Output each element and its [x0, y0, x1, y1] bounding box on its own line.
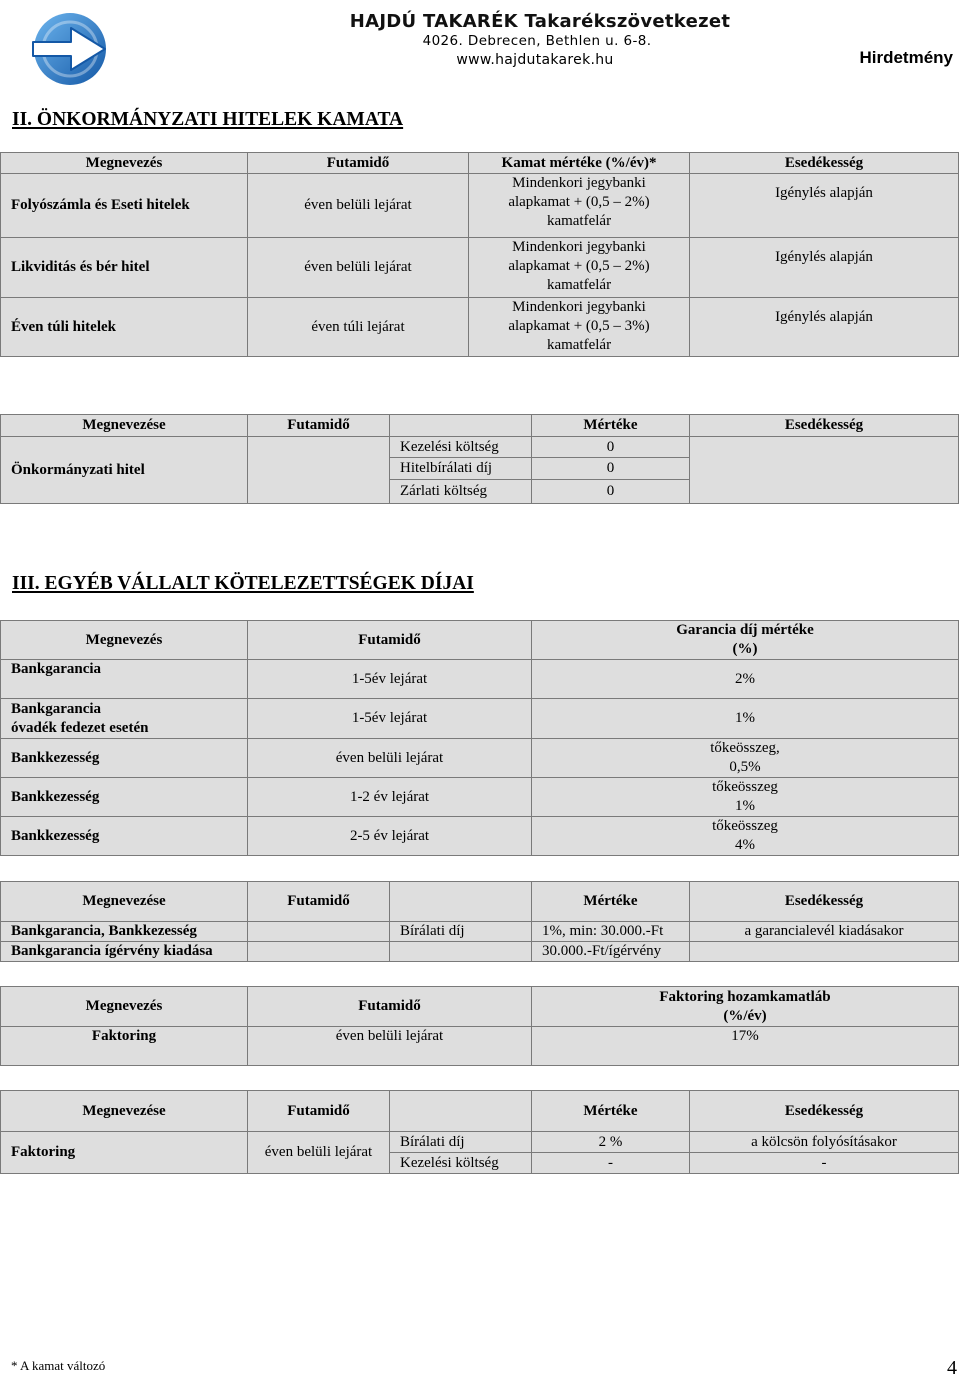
header-rate-line: (%/év) — [723, 1007, 767, 1024]
term-cell-empty — [248, 942, 390, 962]
due-cell-empty — [690, 437, 959, 504]
loan-rate — [469, 174, 690, 238]
municipal-fee-table — [0, 414, 959, 504]
product-term: 1-5év lejárat — [248, 699, 532, 739]
product-name: Faktoring — [1, 1027, 248, 1066]
loan-name: Folyószámla és Eseti hitelek — [1, 174, 248, 238]
table-header-row — [1, 1091, 959, 1132]
header-fee-type-empty — [390, 882, 532, 922]
product-name: Önkormányzati hitel — [1, 437, 248, 504]
product-term: éven belüli lejárat — [248, 1027, 532, 1066]
table-row — [1, 699, 959, 739]
product-fee-line: tőkeösszeg — [712, 779, 778, 795]
fee-type: Kezelési költség — [390, 437, 532, 458]
fee-type-empty — [390, 942, 532, 962]
header-name: Megnevezése — [1, 415, 248, 437]
fee-type: Hitelbírálati díj — [390, 458, 532, 480]
fee-amount: 0 — [532, 458, 690, 480]
header-name: Megnevezése — [1, 1091, 248, 1132]
header-due: Esedékesség — [690, 153, 959, 174]
rate-line: kamatfelár — [546, 277, 612, 293]
table-row — [1, 660, 959, 699]
table-row — [1, 174, 959, 238]
table-row — [1, 238, 959, 298]
table-row — [1, 437, 959, 458]
header-term: Futamidő — [248, 987, 532, 1027]
table-row — [1, 739, 959, 778]
rate-line: Mindenkori jegybanki — [512, 175, 646, 191]
footnote: * A kamat változó — [11, 1358, 106, 1373]
product-name-line: óvadék fedezet esetén — [11, 719, 149, 736]
table-header-row — [1, 882, 959, 922]
product-fee — [532, 739, 959, 778]
section-title-other-commitments: III. EGYÉB VÁLLALT KÖTELEZETTSÉGEK DÍJAI — [12, 573, 474, 594]
rate-line: alapkamat + (0,5 – 2%) — [508, 258, 650, 274]
header-rate-line: Faktoring hozamkamatláb — [659, 988, 831, 1005]
product-name: Bankgarancia, Bankkezesség — [1, 922, 248, 942]
rate-line: Mindenkori jegybanki — [512, 239, 646, 255]
company-website: www.hajdutakarek.hu — [456, 52, 614, 68]
fee-type: Zárlati költség — [390, 480, 532, 504]
header-due: Esedékesség — [690, 415, 959, 437]
product-name: Bankkezesség — [1, 778, 248, 817]
header-amount: Mértéke — [532, 1091, 690, 1132]
product-term: éven belüli lejárat — [248, 1132, 390, 1174]
product-name: Bankgarancia ígérvény kiadása — [1, 942, 248, 962]
product-term: 1-5év lejárat — [248, 660, 532, 699]
header-name: Megnevezés — [1, 987, 248, 1027]
fee-amount: 0 — [532, 480, 690, 504]
table-header-row — [1, 987, 959, 1027]
product-fee-line: tőkeösszeg — [712, 818, 778, 834]
table-row — [1, 778, 959, 817]
header-term: Futamidő — [248, 621, 532, 660]
table-row — [1, 817, 959, 856]
header-name: Megnevezése — [1, 882, 248, 922]
due-cell-empty — [690, 942, 959, 962]
table-row — [1, 1132, 959, 1153]
header-amount: Mértéke — [532, 415, 690, 437]
fee-amount: - — [532, 1153, 690, 1174]
guarantee-fee-table — [0, 881, 959, 962]
table-row — [1, 298, 959, 357]
fee-type: Bírálati díj — [390, 922, 532, 942]
table-row — [1, 942, 959, 962]
section-title-municipal-loans: II. ÖNKORMÁNYZATI HITELEK KAMATA — [12, 109, 404, 130]
header-name: Megnevezés — [1, 153, 248, 174]
loan-due: Igénylés alapján — [690, 298, 959, 357]
header-term: Futamidő — [248, 882, 390, 922]
header-due: Esedékesség — [690, 882, 959, 922]
product-term: éven belüli lejárat — [248, 739, 532, 778]
header-term: Futamidő — [248, 1091, 390, 1132]
fee-amount: 0 — [532, 437, 690, 458]
fee-type: Kezelési költség — [390, 1153, 532, 1174]
product-name — [1, 699, 248, 739]
municipal-interest-table — [0, 152, 959, 357]
loan-name: Likviditás és bér hitel — [1, 238, 248, 298]
product-fee-line: tőkeösszeg, — [710, 740, 780, 756]
product-fee-line: 4% — [735, 837, 755, 853]
product-fee: 2% — [532, 660, 959, 699]
loan-due: Igénylés alapján — [690, 238, 959, 298]
rate-line: Mindenkori jegybanki — [512, 299, 646, 315]
company-name: HAJDÚ TAKARÉK Takarékszövetkezet — [349, 11, 731, 32]
header-amount: Mértéke — [532, 882, 690, 922]
product-name: Bankgarancia — [1, 660, 248, 699]
loan-due: Igénylés alapján — [690, 174, 959, 238]
table-row — [1, 922, 959, 942]
header-fee-type-empty — [390, 415, 532, 437]
loan-rate — [469, 298, 690, 357]
table-header-row — [1, 621, 959, 660]
header-fee — [532, 621, 959, 660]
company-logo-icon — [30, 11, 110, 87]
loan-rate — [469, 238, 690, 298]
fee-due: a kölcsön folyósításakor — [690, 1132, 959, 1153]
loan-term: éven belüli lejárat — [248, 238, 469, 298]
factoring-fee-table — [0, 1090, 959, 1174]
product-fee: 1% — [532, 699, 959, 739]
rate-line: alapkamat + (0,5 – 3%) — [508, 318, 650, 334]
document-type: Hirdetmény — [859, 48, 953, 67]
fee-amount: 30.000.-Ft/ígérvény — [532, 942, 690, 962]
term-cell-empty — [248, 437, 390, 504]
product-name: Bankkezesség — [1, 739, 248, 778]
table-header-row — [1, 415, 959, 437]
header-fee-line: (%) — [732, 641, 758, 657]
header-term: Futamidő — [248, 153, 469, 174]
header-fee-type-empty — [390, 1091, 532, 1132]
header-term: Futamidő — [248, 415, 390, 437]
product-fee-line: 0,5% — [729, 759, 761, 775]
header-due: Esedékesség — [690, 1091, 959, 1132]
fee-amount: 1%, min: 30.000.-Ft — [532, 922, 690, 942]
header-name: Megnevezés — [1, 621, 248, 660]
product-term: 1-2 év lejárat — [248, 778, 532, 817]
product-rate: 17% — [532, 1027, 959, 1066]
product-fee — [532, 778, 959, 817]
header-rate — [532, 987, 959, 1027]
rate-line: alapkamat + (0,5 – 2%) — [508, 194, 650, 210]
table-row — [1, 1027, 959, 1066]
table-header-row — [1, 153, 959, 174]
header-rate: Kamat mértéke (%/év)* — [469, 153, 690, 174]
loan-name: Éven túli hitelek — [1, 298, 248, 357]
product-term: 2-5 év lejárat — [248, 817, 532, 856]
guarantee-table — [0, 620, 959, 856]
product-fee-line: 1% — [735, 798, 755, 814]
company-address: 4026. Debrecen, Bethlen u. 6-8. — [422, 33, 652, 49]
fee-type: Bírálati díj — [390, 1132, 532, 1153]
fee-due: - — [690, 1153, 959, 1174]
header-fee-line: Garancia díj mértéke — [676, 622, 814, 638]
factoring-rate-table — [0, 986, 959, 1066]
product-name-line: Bankgarancia — [11, 700, 102, 717]
product-name: Bankkezesség — [1, 817, 248, 856]
rate-line: kamatfelár — [546, 337, 612, 353]
term-cell-empty — [248, 922, 390, 942]
rate-line: kamatfelár — [546, 213, 612, 229]
loan-term: éven túli lejárat — [248, 298, 469, 357]
fee-due: a garancialevél kiadásakor — [690, 922, 959, 942]
loan-term: éven belüli lejárat — [248, 174, 469, 238]
page-number: 4 — [947, 1357, 957, 1379]
fee-amount: 2 % — [532, 1132, 690, 1153]
product-fee — [532, 817, 959, 856]
product-name: Faktoring — [1, 1132, 248, 1174]
